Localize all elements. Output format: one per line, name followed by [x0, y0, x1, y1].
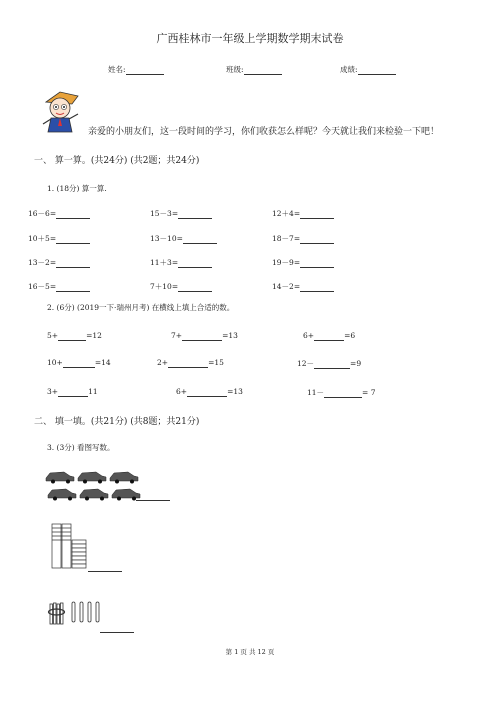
q1-expression: 13－2=	[28, 258, 57, 267]
q1-item[interactable]	[150, 233, 217, 244]
q2-item[interactable]	[157, 358, 224, 368]
q1-item[interactable]	[272, 208, 334, 219]
car-icon	[44, 468, 144, 502]
q2-prefix: 2+	[157, 358, 169, 367]
class-field[interactable]	[226, 64, 282, 75]
q2-answer-blank[interactable]	[314, 331, 344, 341]
q2-answer-blank[interactable]	[58, 331, 86, 341]
q1-answer-blank[interactable]	[178, 258, 212, 268]
q2-prefix: 6+	[176, 387, 188, 396]
q2-suffix: = 7	[362, 388, 376, 397]
q1-item[interactable]	[28, 208, 90, 219]
cartoon-mascot-icon	[38, 88, 82, 136]
q1-item[interactable]	[28, 257, 90, 268]
q1-item[interactable]	[28, 281, 90, 292]
q2-item[interactable]	[47, 387, 98, 397]
q1-expression: 16－5=	[28, 282, 57, 291]
q2-prefix: 11－	[307, 388, 325, 397]
class-blank[interactable]	[244, 65, 282, 75]
q1-answer-blank[interactable]	[300, 234, 334, 244]
name-field[interactable]	[108, 64, 164, 75]
section-1-heading: 一、 算一算。(共24分) (共2题；共24分)	[34, 156, 200, 166]
section-2-heading: 二、 填一填。(共21分) (共8题；共21分)	[34, 417, 200, 427]
q2-prefix: 5+	[47, 331, 59, 340]
q1-answer-blank[interactable]	[300, 282, 334, 292]
q2-suffix: =6	[344, 331, 356, 340]
q1-expression: 12＋4=	[272, 209, 301, 218]
q1-item[interactable]	[28, 233, 90, 244]
q1-answer-blank[interactable]	[56, 282, 90, 292]
q2-item[interactable]	[297, 358, 361, 369]
q1-item[interactable]	[150, 281, 212, 292]
q1-expression: 7＋10=	[150, 282, 179, 291]
q2-suffix: =9	[350, 359, 362, 368]
q2-suffix: =13	[222, 331, 238, 340]
q1-item[interactable]	[272, 233, 334, 244]
q1-answer-blank[interactable]	[178, 282, 212, 292]
q2-item[interactable]	[176, 387, 243, 397]
q2-item[interactable]	[47, 358, 111, 368]
q1-item[interactable]	[150, 208, 212, 219]
q2-prefix: 6+	[303, 331, 315, 340]
score-label: 成绩:	[340, 65, 358, 74]
q1-item[interactable]	[272, 257, 334, 268]
q1-expression: 18－7=	[272, 234, 301, 243]
q2-answer-blank[interactable]	[58, 387, 88, 397]
stacked-blocks-icon	[50, 522, 90, 570]
q2-suffix: =12	[86, 331, 102, 340]
q2-answer-blank[interactable]	[314, 359, 350, 369]
q1-item[interactable]	[150, 257, 212, 268]
q2-prefix: 3+	[47, 387, 59, 396]
q2-item[interactable]	[303, 331, 355, 341]
q1-answer-blank[interactable]	[300, 258, 334, 268]
greeting-text: 亲爱的小朋友们，这一段时间的学习，你们收获怎么样呢？今天就让我们来检验一下吧！	[88, 127, 440, 137]
q2-suffix: =15	[208, 358, 224, 367]
class-label: 班级:	[226, 65, 244, 74]
question-2-label: 2. (6分) (2019一下·瑞州月考) 在横线上填上合适的数。	[47, 303, 235, 312]
q1-answer-blank[interactable]	[56, 258, 90, 268]
q2-item[interactable]	[47, 331, 102, 341]
q2-item[interactable]	[307, 387, 376, 398]
q2-answer-blank[interactable]	[187, 387, 227, 397]
q2-answer-blank[interactable]	[63, 358, 95, 368]
q1-answer-blank[interactable]	[300, 209, 334, 219]
q2-prefix: 10+	[47, 358, 63, 367]
q1-item[interactable]	[272, 281, 334, 292]
page-title: 广西桂林市一年级上学期数学期末试卷	[156, 32, 344, 45]
answer-blank-cars[interactable]	[136, 492, 170, 501]
question-1-label: 1. (18分) 算一算.	[47, 184, 107, 193]
bundle-sticks-icon	[46, 598, 110, 626]
question-3-label: 3. (3分) 看图写数。	[47, 443, 115, 452]
q2-suffix: =14	[94, 358, 111, 367]
answer-blank-sticks[interactable]	[100, 624, 134, 633]
q2-answer-blank[interactable]	[324, 388, 362, 398]
q1-expression: 15－3=	[150, 209, 179, 218]
q2-prefix: 12－	[297, 359, 315, 368]
q1-expression: 16－6=	[28, 209, 57, 218]
q2-answer-blank[interactable]	[182, 331, 222, 341]
q1-answer-blank[interactable]	[56, 234, 90, 244]
name-label: 姓名:	[108, 65, 126, 74]
q1-answer-blank[interactable]	[183, 234, 217, 244]
answer-blank-blocks[interactable]	[88, 563, 122, 572]
name-blank[interactable]	[126, 65, 164, 75]
q1-answer-blank[interactable]	[178, 209, 212, 219]
q2-suffix: =13	[227, 387, 243, 396]
q1-expression: 13－10=	[150, 234, 183, 243]
q1-answer-blank[interactable]	[56, 209, 90, 219]
q2-answer-blank[interactable]	[168, 358, 208, 368]
q2-item[interactable]	[171, 331, 238, 341]
q2-suffix: 11	[88, 387, 98, 396]
q1-expression: 10＋5=	[28, 234, 57, 243]
q2-prefix: 7+	[171, 331, 183, 340]
page-footer: 第 1 页 共 12 页	[225, 648, 275, 656]
score-blank[interactable]	[358, 65, 396, 75]
q1-expression: 14－2=	[272, 282, 301, 291]
q1-expression: 19－9=	[272, 258, 301, 267]
score-field[interactable]	[340, 64, 396, 75]
q1-expression: 11＋3=	[150, 258, 179, 267]
